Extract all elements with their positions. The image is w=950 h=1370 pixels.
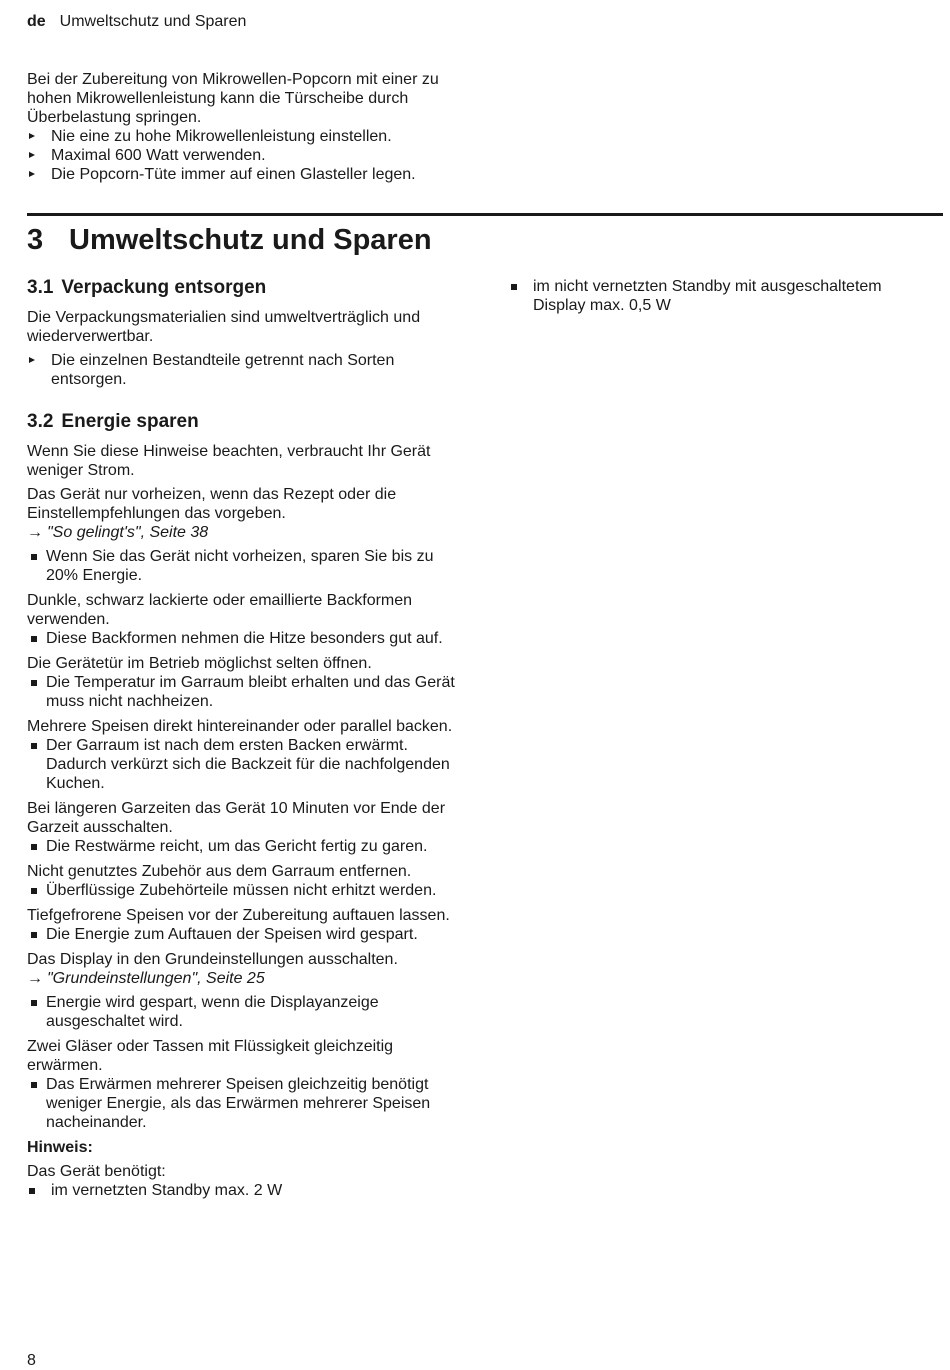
note-list [27, 1181, 465, 1200]
result-list [27, 925, 465, 944]
step-item: Die einzelnen Bestandteile getrennt nach Sorten entsorgen. [27, 351, 465, 389]
energy-tip [27, 862, 465, 900]
cross-reference[interactable] [27, 969, 465, 988]
section-number: 3.2 [27, 411, 54, 432]
energy-tip [27, 950, 465, 1031]
result-item: Energie wird gespart, wenn die Displayanzeige ausgeschaltet wird. [27, 993, 465, 1031]
note-box [27, 1138, 465, 1200]
result-list [27, 547, 465, 585]
tip-text: Tiefgefrorene Speisen vor der Zubereitung auftauen lassen. [27, 907, 450, 924]
note-title: Hinweis: [27, 1139, 93, 1156]
tip-text: Bei längeren Garzeiten das Gerät 10 Minuten vor Ende der Garzeit ausschalten. [27, 800, 446, 836]
result-item: Der Garraum ist nach dem ersten Backen erwärmt. Dadurch verkürzt sich die Backzeit für die nachfolgenden Kuchen. [27, 736, 465, 793]
popcorn-warning [27, 70, 467, 190]
left-column [27, 277, 465, 1206]
tip-text: Mehrere Speisen direkt hintereinander oder parallel backen. [27, 718, 453, 735]
section-title: Energie sparen [61, 411, 199, 432]
right-column [509, 277, 929, 321]
note-text: Das Gerät benötigt: [27, 1163, 166, 1180]
tip-text: Das Display in den Grundeinstellungen ausschalten. [27, 951, 398, 968]
note-item: im nicht vernetzten Standby mit ausgeschaltetem Display max. 0,5 W [509, 277, 929, 315]
section-heading-3-2 [27, 411, 465, 433]
arrow-right-icon: → [27, 970, 43, 987]
result-list [27, 1075, 465, 1132]
result-list [27, 881, 465, 900]
result-list [27, 993, 465, 1031]
page-header [27, 12, 246, 31]
step-item: Maximal 600 Watt verwenden. [27, 146, 467, 165]
language-code: de [27, 13, 46, 30]
result-item: Überflüssige Zubehörteile müssen nicht erhitzt werden. [27, 881, 465, 900]
result-list [27, 629, 465, 648]
note-item: im vernetzten Standby max. 2 W [27, 1181, 465, 1200]
result-item: Die Energie zum Auftauen der Speisen wird gespart. [27, 925, 465, 944]
result-item: Die Temperatur im Garraum bleibt erhalten und das Gerät muss nicht nachheizen. [27, 673, 465, 711]
tip-text: Das Gerät nur vorheizen, wenn das Rezept oder die Einstellempfehlungen das vorgeben. [27, 486, 397, 522]
chapter-title [27, 222, 432, 258]
chapter-number: 3 [27, 224, 44, 256]
warning-steps [27, 127, 467, 184]
energy-tip [27, 485, 465, 585]
result-item: Das Erwärmen mehrerer Speisen gleichzeitig benötigt weniger Energie, als das Erwärmen mehrerer Speisen nacheinander. [27, 1075, 465, 1132]
section-title: Verpackung entsorgen [61, 277, 267, 298]
step-list [27, 351, 465, 389]
chapter-title-text: Umweltschutz und Sparen [69, 224, 432, 256]
tip-text: Die Gerätetür im Betrieb möglichst selten öffnen. [27, 655, 372, 672]
result-list [27, 736, 465, 793]
section-heading-3-1 [27, 277, 465, 299]
result-list [27, 673, 465, 711]
arrow-right-icon: → [27, 524, 43, 541]
header-title: Umweltschutz und Sparen [59, 13, 247, 30]
tip-text: Dunkle, schwarz lackierte oder emaillierte Backformen verwenden. [27, 592, 413, 628]
result-item: Diese Backformen nehmen die Hitze besonders gut auf. [27, 629, 465, 648]
warning-text: Bei der Zubereitung von Mikrowellen-Popcorn mit einer zu hohen Mikrowellenleistung kann die Türscheibe durch Überbelastung springen. [27, 71, 439, 126]
result-item: Wenn Sie das Gerät nicht vorheizen, sparen Sie bis zu 20% Energie. [27, 547, 465, 585]
energy-tip [27, 799, 465, 856]
page-number: 8 [27, 1352, 36, 1369]
cross-reference-text: "So gelingt's", Seite 38 [47, 524, 209, 541]
energy-tip [27, 1037, 465, 1132]
note-list-continued [509, 277, 929, 315]
energy-tip [27, 591, 465, 648]
cross-reference-text: "Grundeinstellungen", Seite 25 [47, 970, 265, 987]
paragraph: Wenn Sie diese Hinweise beachten, verbraucht Ihr Gerät weniger Strom. [27, 443, 431, 479]
cross-reference[interactable] [27, 523, 465, 542]
chapter-divider [27, 213, 943, 216]
section-number: 3.1 [27, 277, 54, 298]
paragraph: Die Verpackungsmaterialien sind umweltverträglich und wiederverwertbar. [27, 309, 421, 345]
energy-tip [27, 717, 465, 793]
tip-text: Nicht genutztes Zubehör aus dem Garraum entfernen. [27, 863, 412, 880]
result-item: Die Restwärme reicht, um das Gericht fertig zu garen. [27, 837, 465, 856]
result-list [27, 837, 465, 856]
tip-text: Zwei Gläser oder Tassen mit Flüssigkeit gleichzeitig erwärmen. [27, 1038, 394, 1074]
step-item: Nie eine zu hohe Mikrowellenleistung einstellen. [27, 127, 467, 146]
energy-tip [27, 906, 465, 944]
step-item: Die Popcorn-Tüte immer auf einen Glasteller legen. [27, 165, 467, 184]
energy-tip [27, 654, 465, 711]
